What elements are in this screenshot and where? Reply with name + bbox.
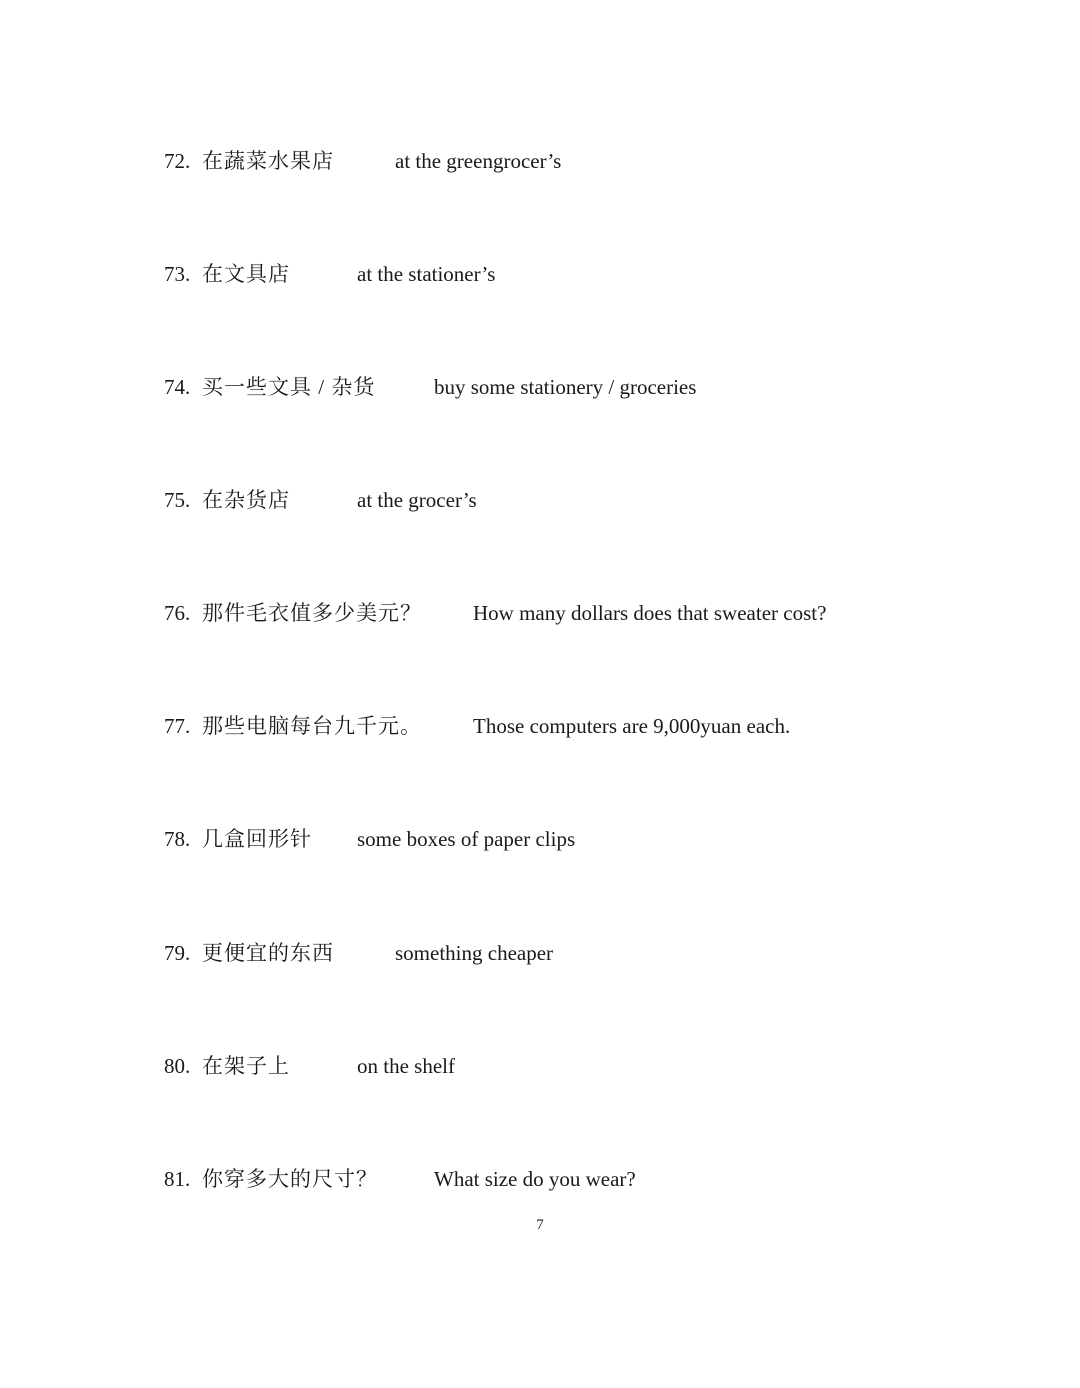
chinese-phrase: 几盒回形针	[202, 827, 312, 851]
chinese-phrase: 那件毛衣值多少美元？	[202, 601, 422, 625]
chinese-phrase: 那些电脑每台九千元。	[202, 714, 422, 738]
chinese-phrase: 你穿多大的尺寸？	[202, 1167, 378, 1191]
english-phrase: buy some stationery / groceries	[434, 375, 697, 399]
chinese-phrase: 在文具店	[202, 262, 290, 286]
chinese-phrase: 更便宜的东西	[202, 941, 334, 965]
entry-number: 80.	[164, 1054, 191, 1078]
english-phrase: at the stationer’s	[357, 262, 496, 286]
english-phrase: What size do you wear?	[434, 1167, 636, 1191]
english-phrase: on the shelf	[357, 1054, 455, 1078]
entry-number: 73.	[164, 262, 191, 286]
entry-number: 77.	[164, 714, 191, 738]
chinese-phrase: 在杂货店	[202, 488, 290, 512]
entry-number: 72.	[164, 149, 191, 173]
english-phrase: some boxes of paper clips	[357, 827, 576, 851]
english-phrase: something cheaper	[395, 941, 554, 965]
entry-number: 79.	[164, 941, 191, 965]
entry-number: 75.	[164, 488, 191, 512]
page-number: 7	[536, 1217, 544, 1233]
chinese-phrase: 在蔬菜水果店	[202, 149, 334, 173]
english-phrase: at the greengrocer’s	[395, 149, 562, 173]
chinese-phrase: 买一些文具 / 杂货	[202, 375, 376, 399]
entry-number: 78.	[164, 827, 191, 851]
english-phrase: at the grocer’s	[357, 488, 477, 512]
english-phrase: How many dollars does that sweater cost?	[473, 601, 827, 625]
entry-number: 76.	[164, 601, 191, 625]
entry-number: 81.	[164, 1167, 191, 1191]
entry-number: 74.	[164, 375, 191, 399]
chinese-phrase: 在架子上	[202, 1054, 290, 1078]
english-phrase: Those computers are 9,000yuan each.	[473, 714, 791, 738]
